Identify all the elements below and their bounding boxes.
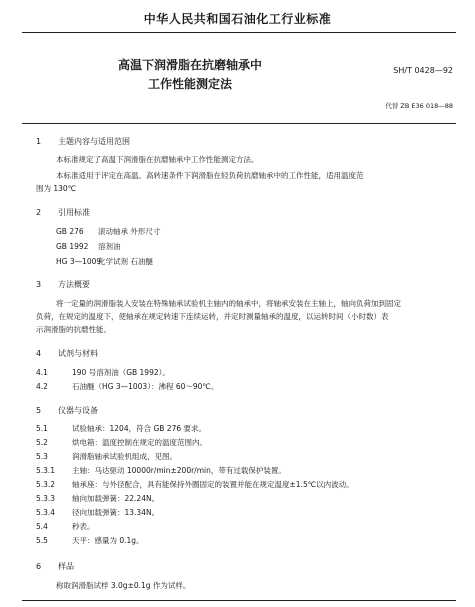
subsection-text: 轴承座：与外径配合，具有能保持外圈固定的装置并能在规定温度±1.5℃以内波动。 bbox=[72, 480, 354, 489]
subsection-item bbox=[36, 381, 218, 392]
subsection-number: 5.3.3 bbox=[36, 494, 56, 503]
subsection-text: 秒表。 bbox=[72, 522, 95, 531]
section-6-heading bbox=[36, 561, 74, 572]
subsection-number: 5.2 bbox=[36, 438, 48, 447]
subsection-item bbox=[36, 493, 159, 504]
section-number: 1 bbox=[36, 137, 42, 146]
section-number: 2 bbox=[36, 208, 42, 217]
section-number: 6 bbox=[36, 562, 42, 571]
section-2-heading bbox=[36, 207, 90, 218]
reference-code: HG 3—1009 bbox=[56, 257, 102, 266]
section-3-line-3: 示润滑脂的抗磨性能。 bbox=[36, 325, 111, 334]
reference-name: 化学试剂 石油醚 bbox=[98, 257, 153, 266]
section-1-paragraph-2: 本标准适用于评定在高温、高转速条件下润滑脂在轻负荷抗磨轴承中的工作性能，适用温度范 bbox=[56, 171, 364, 180]
subsection-item bbox=[36, 479, 354, 490]
subsection-number: 5.1 bbox=[36, 424, 48, 433]
section-1-heading bbox=[36, 136, 130, 147]
section-3-line-1: 将一定量的润滑脂装入安装在特殊轴承试验机主轴内的轴承中，将轴承安装在主轴上，轴向负荷加到固定 bbox=[56, 299, 401, 308]
header-rule bbox=[22, 32, 456, 33]
subsection-text: 烘电箱：温度控制在规定的温度范围内。 bbox=[72, 438, 207, 447]
title-rule bbox=[22, 123, 456, 124]
subsection-item bbox=[36, 451, 177, 462]
replaces-code: 代替 ZB E36 018—88 bbox=[385, 102, 453, 110]
subsection-number: 5.5 bbox=[36, 536, 48, 545]
subsection-text: 主轴：马达驱动 10000r/min±200r/min，带有过载保护装置。 bbox=[72, 466, 286, 475]
section-title: 引用标准 bbox=[58, 208, 90, 217]
subsection-number: 5.3.2 bbox=[36, 480, 56, 489]
section-number: 4 bbox=[36, 349, 42, 358]
section-number: 3 bbox=[36, 280, 42, 289]
subsection-item bbox=[36, 437, 207, 448]
reference-code: GB 1992 bbox=[56, 242, 89, 251]
reference-name: 溶剂油 bbox=[98, 242, 121, 251]
subsection-text: 润滑脂轴承试验机组成，见图。 bbox=[72, 452, 177, 461]
subsection-item bbox=[36, 507, 159, 518]
reference-item bbox=[56, 226, 160, 237]
subsection-number: 5.3 bbox=[36, 452, 48, 461]
section-title: 方法概要 bbox=[58, 280, 90, 289]
subsection-text: 试验轴承：1204，符合 GB 276 要求。 bbox=[72, 424, 207, 433]
section-1-paragraph-2-cont: 围为 130℃ bbox=[36, 184, 77, 193]
section-title: 样品 bbox=[58, 562, 74, 571]
subsection-item bbox=[36, 535, 144, 546]
section-title: 试剂与材料 bbox=[58, 349, 98, 358]
subsection-number: 5.3.1 bbox=[36, 466, 56, 475]
subsection-text: 径向加载弹簧：13.34N。 bbox=[72, 508, 160, 517]
issuing-organization: 中华人民共和国石油化工行业标准 bbox=[143, 12, 332, 26]
section-title: 仪器与设备 bbox=[58, 406, 98, 415]
reference-item bbox=[56, 241, 121, 252]
subsection-text: 190 号溶剂油（GB 1992）。 bbox=[72, 368, 170, 377]
subsection-text: 天平：感量为 0.1g。 bbox=[72, 536, 144, 545]
section-4-heading bbox=[36, 348, 98, 359]
section-6-paragraph-1: 称取润滑脂试样 3.0g±0.1g 作为试样。 bbox=[56, 581, 191, 590]
standard-number: SH/T 0428—92 bbox=[393, 66, 453, 75]
section-3-heading bbox=[36, 279, 90, 290]
section-5-heading bbox=[36, 405, 98, 416]
subsection-number: 4.1 bbox=[36, 368, 48, 377]
reference-item bbox=[56, 256, 153, 267]
subsection-number: 4.2 bbox=[36, 382, 48, 391]
section-number: 5 bbox=[36, 406, 42, 415]
section-1-paragraph-1: 本标准规定了高温下润滑脂在抗磨轴承中工作性能测定方法。 bbox=[56, 155, 259, 164]
subsection-item bbox=[36, 423, 206, 434]
subsection-text: 石油醚（HG 3—1003）：沸程 60～90℃。 bbox=[72, 382, 219, 391]
subsection-text: 轴向加载弹簧：22.24N。 bbox=[72, 494, 160, 503]
subsection-number: 5.4 bbox=[36, 522, 48, 531]
document-title-line2: 工作性能测定法 bbox=[147, 77, 232, 91]
document-title-line1: 高温下润滑脂在抗磨轴承中 bbox=[117, 58, 262, 72]
footer-rule bbox=[22, 600, 456, 601]
subsection-item bbox=[36, 367, 170, 378]
reference-code: GB 276 bbox=[56, 227, 84, 236]
subsection-item bbox=[36, 521, 95, 532]
subsection-item bbox=[36, 465, 286, 476]
section-title: 主题内容与适用范围 bbox=[58, 137, 130, 146]
subsection-number: 5.3.4 bbox=[36, 508, 56, 517]
section-3-line-2: 负荷，在规定的温度下，使轴承在规定转速下连续运转，并定时测量轴承的温度，以运转时间（小时数）表 bbox=[36, 312, 389, 321]
reference-name: 滚动轴承 外形尺寸 bbox=[98, 227, 161, 236]
